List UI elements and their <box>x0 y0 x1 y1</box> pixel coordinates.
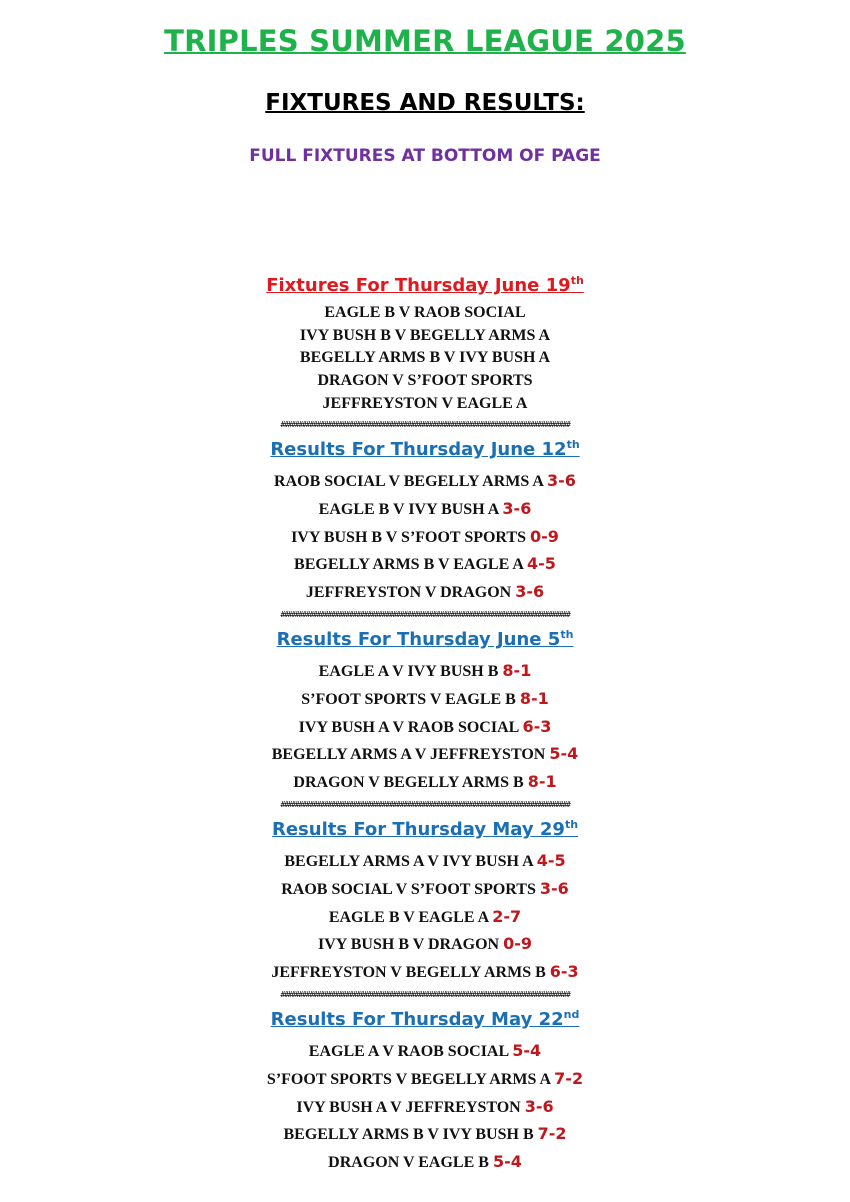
heading-text: Results For Thursday June 12 <box>270 439 567 460</box>
results-may22-heading <box>0 1008 850 1030</box>
result-score: 8-1 <box>519 689 549 708</box>
result-teams: BEGELLY ARMS A V IVY BUSH A <box>284 853 533 870</box>
fixture-row: DRAGON V S’FOOT SPORTS <box>317 372 533 389</box>
result-row <box>0 851 850 871</box>
heading-ordinal: th <box>566 438 580 451</box>
result-row <box>0 527 850 547</box>
heading-text: Results For Thursday June 5 <box>276 629 561 650</box>
fixture-row: JEFFREYSTON V EAGLE A <box>322 395 528 412</box>
result-teams: RAOB SOCIAL V S’FOOT SPORTS <box>281 881 536 898</box>
full-fixtures-note: FULL FIXTURES AT BOTTOM OF PAGE <box>249 146 601 166</box>
result-teams: IVY BUSH B V S’FOOT SPORTS <box>291 529 526 546</box>
fixtures-jun19-heading <box>0 274 850 296</box>
result-teams: IVY BUSH B V DRAGON <box>318 936 500 953</box>
section-separator: ################################################################################ <box>280 801 570 809</box>
result-score: 6-3 <box>522 717 552 736</box>
result-score: 2-7 <box>492 907 522 926</box>
result-teams: EAGLE A V RAOB SOCIAL <box>308 1043 509 1060</box>
result-score: 3-6 <box>547 471 576 490</box>
result-score: 5-4 <box>549 744 579 763</box>
result-score: 3-6 <box>524 1097 554 1116</box>
result-row <box>0 689 850 709</box>
result-score: 7-2 <box>554 1069 584 1088</box>
results-may29-heading <box>0 818 850 840</box>
result-teams: BEGELLY ARMS B V IVY BUSH B <box>283 1126 534 1143</box>
result-score: 5-4 <box>512 1041 542 1060</box>
results-jun12-heading <box>0 438 850 460</box>
result-score: 8-1 <box>502 661 532 680</box>
result-row <box>0 582 850 602</box>
result-row <box>0 772 850 792</box>
result-row <box>0 744 850 764</box>
result-teams: BEGELLY ARMS A V JEFFREYSTON <box>271 746 546 763</box>
result-teams: JEFFREYSTON V DRAGON <box>305 584 512 601</box>
heading-ordinal: th <box>560 628 574 641</box>
result-row <box>0 879 850 899</box>
page-title: TRIPLES SUMMER LEAGUE 2025 <box>164 24 686 58</box>
result-score: 8-1 <box>527 772 557 791</box>
result-teams: IVY BUSH A V JEFFREYSTON <box>296 1099 521 1116</box>
heading-ordinal: th <box>564 818 579 831</box>
result-row <box>0 661 850 681</box>
result-score: 5-4 <box>492 1152 522 1171</box>
result-teams: DRAGON V EAGLE B <box>328 1154 489 1171</box>
result-score: 3-6 <box>515 582 545 601</box>
result-teams: EAGLE B V IVY BUSH A <box>318 501 499 518</box>
heading-text: Results For Thursday May 29 <box>271 819 565 840</box>
result-row <box>0 1152 850 1172</box>
result-row <box>0 717 850 737</box>
heading-ordinal: th <box>570 274 584 287</box>
result-row <box>0 1041 850 1061</box>
result-row <box>0 1124 850 1144</box>
result-row <box>0 962 850 982</box>
result-score: 7-2 <box>537 1124 567 1143</box>
heading-ordinal: nd <box>563 1008 580 1021</box>
fixture-row: BEGELLY ARMS B V IVY BUSH A <box>299 349 551 366</box>
result-row <box>0 1069 850 1089</box>
result-score: 3-6 <box>502 499 532 518</box>
fixture-row: IVY BUSH B V BEGELLY ARMS A <box>299 327 551 344</box>
section-separator: ################################################################################ <box>280 991 570 999</box>
results-jun5-heading <box>0 628 850 650</box>
result-teams: RAOB SOCIAL V BEGELLY ARMS A <box>274 473 544 490</box>
result-teams: BEGELLY ARMS B V EAGLE A <box>294 556 524 573</box>
page-subtitle: FIXTURES AND RESULTS: <box>265 90 585 116</box>
result-row <box>0 499 850 519</box>
result-teams: EAGLE A V IVY BUSH B <box>318 663 499 680</box>
section-separator: ################################################################################ <box>280 611 570 619</box>
result-score: 4-5 <box>536 851 566 870</box>
result-teams: JEFFREYSTON V BEGELLY ARMS B <box>271 964 546 981</box>
result-row <box>0 554 850 574</box>
section-separator: ################################################################################ <box>280 421 570 429</box>
result-row <box>0 934 850 954</box>
result-score: 6-3 <box>549 962 579 981</box>
result-teams: EAGLE B V EAGLE A <box>328 909 489 926</box>
result-row <box>0 471 850 491</box>
result-row <box>0 907 850 927</box>
fixture-row: EAGLE B V RAOB SOCIAL <box>324 304 526 321</box>
result-score: 0-9 <box>530 527 559 546</box>
heading-text: Fixtures For Thursday June 19 <box>266 275 571 296</box>
result-teams: DRAGON V BEGELLY ARMS B <box>293 774 524 791</box>
result-score: 0-9 <box>503 934 532 953</box>
result-teams: S’FOOT SPORTS V EAGLE B <box>301 691 516 708</box>
result-row <box>0 1097 850 1117</box>
heading-text: Results For Thursday May 22 <box>270 1009 564 1030</box>
result-score: 3-6 <box>539 879 569 898</box>
result-teams: S’FOOT SPORTS V BEGELLY ARMS A <box>266 1071 551 1088</box>
result-teams: IVY BUSH A V RAOB SOCIAL <box>298 719 519 736</box>
result-score: 4-5 <box>527 554 556 573</box>
